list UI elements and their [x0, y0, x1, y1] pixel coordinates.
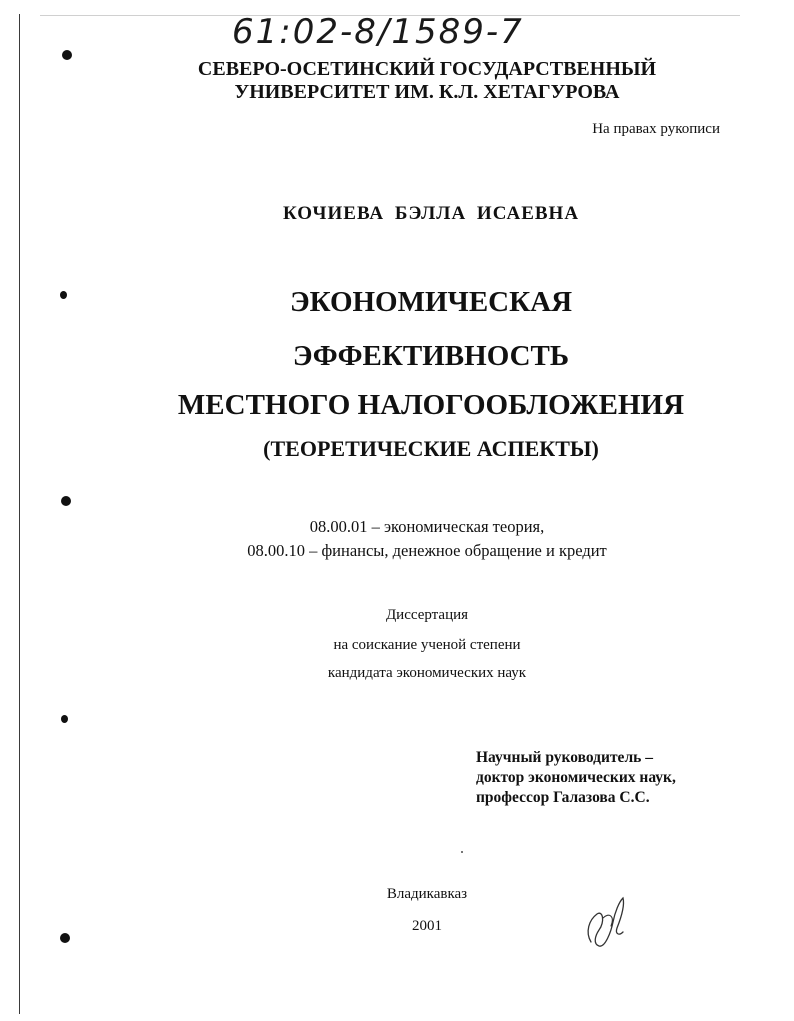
handwritten-catalog-number: 61:02-8/1589-7	[232, 12, 524, 52]
supervisor-line3: профессор Галазова С.С.	[476, 789, 650, 806]
title-line3: МЕСТНОГО НАЛОГООБЛОЖЕНИЯ	[177, 389, 685, 421]
supervisor-line2: доктор экономических наук,	[476, 769, 676, 786]
scan-speck	[461, 851, 463, 853]
scan-edge-line	[19, 14, 20, 1014]
handwritten-signature	[583, 892, 633, 950]
title-line2: ЭФФЕКТИВНОСТЬ	[292, 340, 570, 372]
specialty-line1: 08.00.01 – экономическая теория,	[309, 517, 545, 536]
author-name: КОЧИЕВА БЭЛЛА ИСАЕВНА	[282, 203, 580, 224]
dissertation-line3: кандидата экономических наук	[327, 665, 527, 681]
supervisor-line1: Научный руководитель –	[476, 749, 653, 766]
supervisor-block	[476, 748, 676, 808]
university-name-line2: УНИВЕРСИТЕТ ИМ. К.Л. ХЕТАГУРОВА	[234, 81, 620, 103]
university-name-line1: СЕВЕРО-ОСЕТИНСКИЙ ГОСУДАРСТВЕННЫЙ	[197, 58, 657, 80]
punch-hole-mark	[61, 715, 68, 723]
punch-hole-mark	[61, 496, 71, 506]
city: Владикавказ	[386, 886, 468, 902]
dissertation-line1: Диссертация	[385, 607, 469, 623]
title-subtitle: (ТЕОРЕТИЧЕСКИЕ АСПЕКТЫ)	[263, 436, 599, 461]
specialty-line2: 08.00.10 – финансы, денежное обращение и кредит	[247, 541, 607, 560]
year: 2001	[412, 918, 442, 934]
title-line1: ЭКОНОМИЧЕСКАЯ	[289, 286, 573, 318]
rights-note: На правах рукописи	[592, 121, 720, 137]
dissertation-line2: на соискание ученой степени	[333, 637, 521, 653]
